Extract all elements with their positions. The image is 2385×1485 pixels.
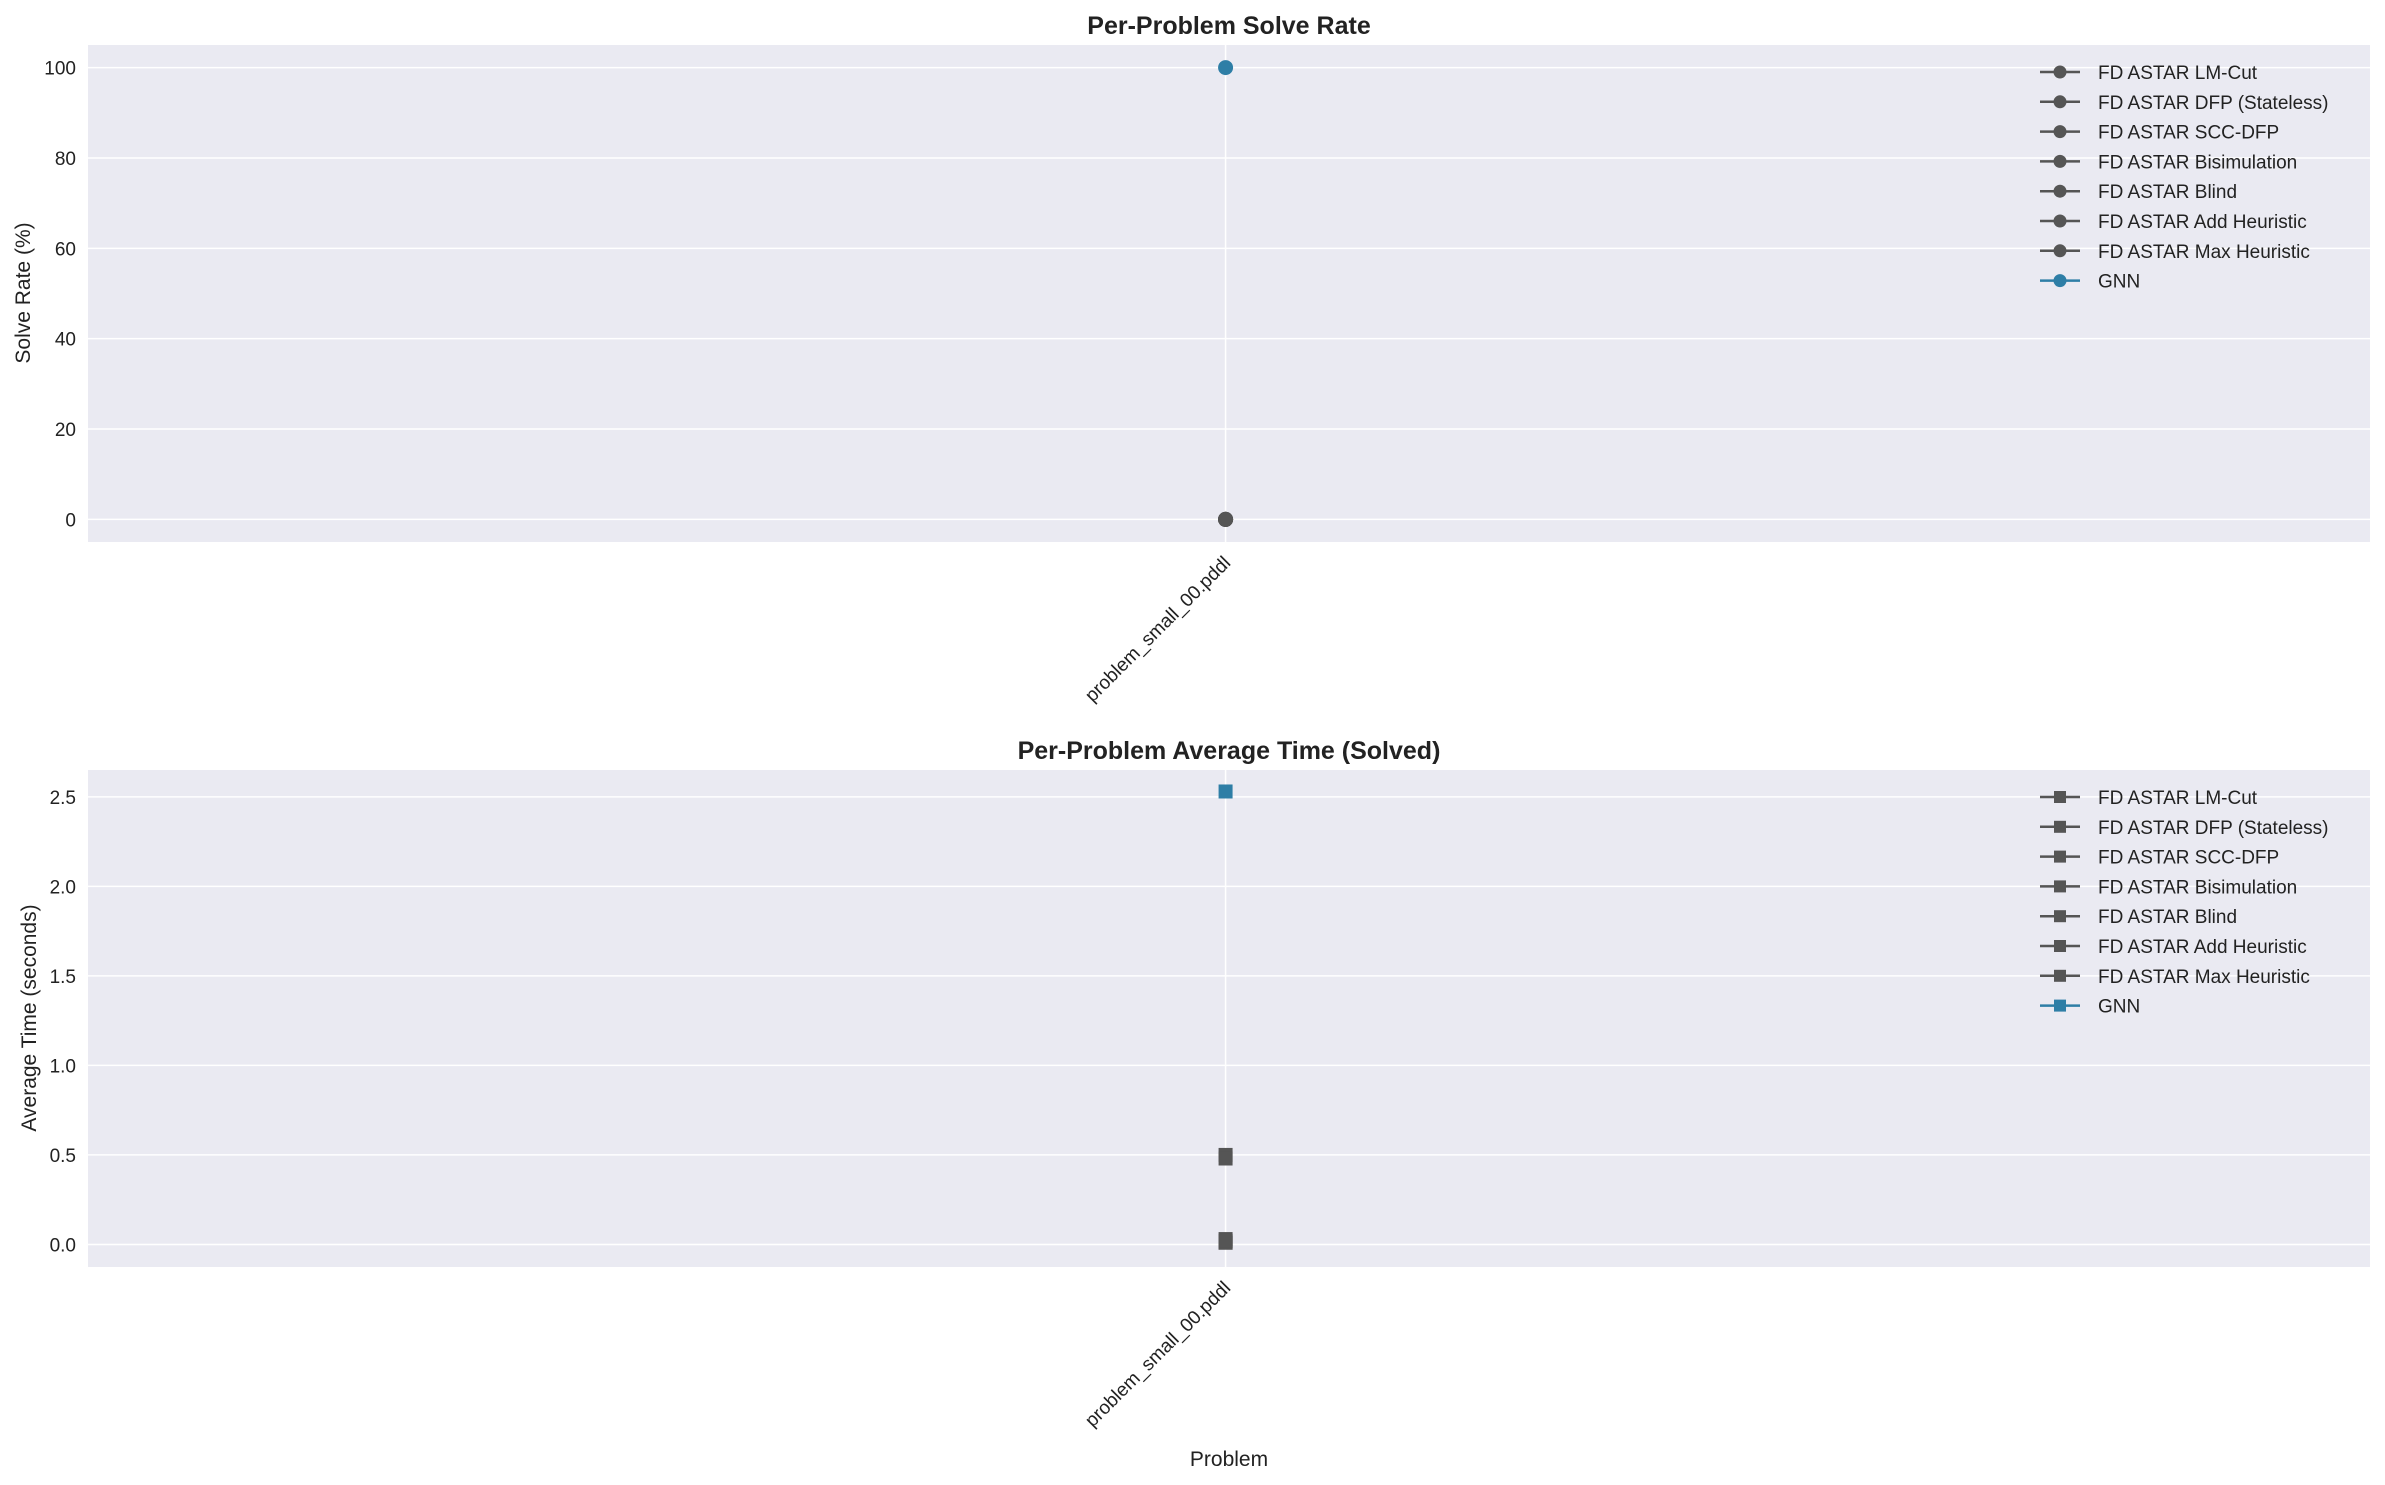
avg-time-legend-marker: [2054, 821, 2066, 833]
avg-time-legend-marker: [2054, 851, 2066, 863]
avg-time-plot-area: [88, 770, 2370, 1267]
avg-time-y-tick-label: 1.0: [49, 1056, 76, 1078]
avg-time-legend-label: FD ASTAR Blind: [2098, 907, 2238, 929]
avg-time-x-tick-label: problem_small_00.pddl: [1081, 1277, 1236, 1432]
avg-time-legend-marker: [2054, 910, 2066, 922]
solve-rate-legend-label: FD ASTAR SCC-DFP: [2098, 122, 2280, 144]
solve-rate-y-tick-label: 0: [65, 510, 76, 532]
avg-time-legend-marker: [2054, 970, 2066, 982]
avg-time-legend-marker: [2054, 940, 2066, 952]
solve-rate-legend-label: FD ASTAR Add Heuristic: [2098, 212, 2307, 233]
avg-time-subplot: [18, 737, 2370, 1471]
solve-rate-x-ticks: [1081, 553, 1235, 707]
avg-time-legend-marker: [2054, 791, 2066, 803]
solve-rate-legend-label: FD ASTAR LM-Cut: [2098, 63, 2258, 84]
avg-time-title: Per-Problem Average Time (Solved): [1017, 737, 1441, 765]
avg-time-y-axis-label: Average Time (seconds): [18, 904, 41, 1132]
solve-rate-subplot: [12, 12, 2370, 706]
avg-time-y-tick-label: 2.0: [49, 877, 76, 899]
solve-rate-legend-marker: [2054, 244, 2067, 257]
data-point-solve-rate-7: [1218, 60, 1233, 75]
avg-time-legend-label: FD ASTAR DFP (Stateless): [2098, 817, 2329, 839]
avg-time-y-tick-label: 2.5: [49, 787, 76, 809]
solve-rate-title: Per-Problem Solve Rate: [1087, 12, 1371, 40]
avg-time-legend-label: GNN: [2098, 996, 2141, 1018]
solve-rate-legend-label: GNN: [2098, 271, 2141, 293]
avg-time-legend-label: FD ASTAR LM-Cut: [2098, 788, 2258, 809]
solve-rate-legend-marker: [2054, 95, 2067, 108]
solve-rate-legend-label: FD ASTAR Max Heuristic: [2098, 241, 2310, 263]
solve-rate-y-tick-label: 20: [54, 420, 76, 442]
solve-rate-legend-marker: [2054, 66, 2067, 79]
solve-rate-legend-marker: [2054, 185, 2067, 198]
solve-rate-legend-label: FD ASTAR DFP (Stateless): [2098, 92, 2329, 114]
avg-time-legend-marker: [2054, 880, 2066, 892]
solve-rate-legend-marker: [2054, 155, 2067, 168]
avg-time-y-ticks: [50, 788, 76, 1257]
solve-rate-legend-marker: [2054, 125, 2067, 138]
avg-time-y-tick-label: 1.5: [49, 966, 76, 988]
solve-rate-y-tick-label: 60: [54, 239, 76, 261]
solve-rate-y-ticks: [44, 59, 76, 532]
data-point-avg-time-3: [1219, 1152, 1233, 1166]
avg-time-x-axis-label: Problem: [1189, 1448, 1269, 1471]
solve-rate-y-tick-label: 40: [54, 329, 76, 351]
solve-rate-legend-label: FD ASTAR Blind: [2098, 182, 2238, 204]
avg-time-legend-marker: [2054, 1000, 2066, 1012]
avg-time-y-tick-label: 0.0: [49, 1235, 76, 1257]
solve-rate-legend-marker: [2054, 215, 2067, 228]
data-point-avg-time-6: [1219, 1234, 1233, 1248]
solve-rate-y-tick-label: 80: [54, 148, 76, 170]
solve-rate-legend-marker: [2054, 274, 2067, 287]
avg-time-legend-label: FD ASTAR Max Heuristic: [2098, 966, 2310, 988]
avg-time-legend-label: FD ASTAR SCC-DFP: [2098, 847, 2280, 869]
solve-rate-y-axis-label: Solve Rate (%): [12, 222, 35, 364]
solve-rate-plot-area: [88, 45, 2370, 542]
avg-time-legend-label: FD ASTAR Bisimulation: [2098, 877, 2298, 899]
avg-time-x-ticks: [1081, 1278, 1235, 1432]
solve-rate-x-tick-label: problem_small_00.pddl: [1081, 552, 1236, 707]
avg-time-legend-label: FD ASTAR Add Heuristic: [2098, 937, 2307, 958]
solve-rate-legend-label: FD ASTAR Bisimulation: [2098, 152, 2298, 174]
solve-rate-y-tick-label: 100: [44, 58, 76, 80]
data-point-avg-time-7: [1219, 784, 1233, 798]
data-point-solve-rate-6: [1218, 512, 1233, 527]
avg-time-y-tick-label: 0.5: [49, 1145, 76, 1167]
